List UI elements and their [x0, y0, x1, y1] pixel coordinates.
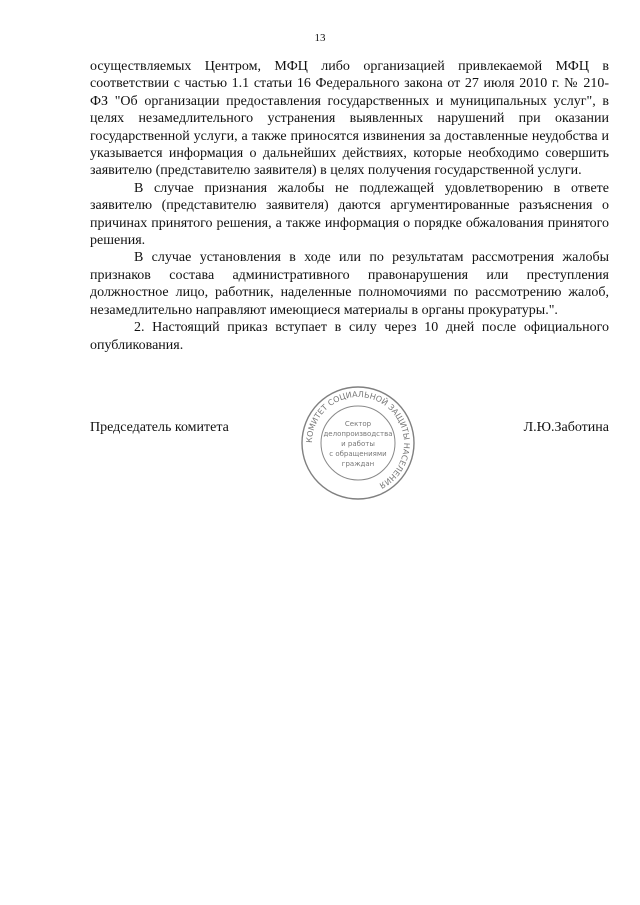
- stamp-line-3: и работы: [341, 440, 375, 448]
- paragraph-violation: В случае установления в ходе или по результатам рассмотрения жалобы признаков состава административного правонарушения или преступления должностное лицо, работник, наделенные полномочиями по рассмотрению жалоб, незамедлительно направляют имеющиеся материалы в органы прокуратуры.".: [90, 250, 609, 318]
- stamp-line-5: граждан: [341, 460, 375, 468]
- document-body: [90, 58, 609, 354]
- stamp-line-4: с обращениями: [329, 450, 387, 458]
- stamp-line-1: Сектор: [344, 420, 372, 428]
- paragraph-rejection: В случае признания жалобы не подлежащей удовлетворению в ответе заявителю (представителю заявителя) даются аргументированные разъяснения о причинах принятого решения, а также информация о порядке обжалования принятого решения.: [90, 180, 609, 249]
- stamp-line-2: делопроизводства: [323, 430, 393, 438]
- signer-name: Л.Ю.Заботина: [523, 420, 609, 435]
- stamp-outer-text: КОМИТЕТ СОЦИАЛЬНОЙ ЗАЩИТЫ НАСЕЛЕНИЯ: [304, 389, 412, 491]
- paragraph-effective-date: 2. Настоящий приказ вступает в силу через 10 дней после официального опубликования.: [90, 320, 609, 353]
- paragraph-continuation: осуществляемых Центром, МФЦ либо организацией привлекаемой МФЦ в соответствии с частью 1.1 статьи 16 Федерального закона от 27 июля 2010 г. № 210-ФЗ "Об организации предоставления государственных и муниципальных услуг", в целях незамедлительного устранения выявленных нарушений при оказании государственной услуги, а также приносятся извинения за доставленные неудобства и указывается информация о дальнейших действиях, которые необходимо совершить заявителю (представителю заявителя) в целях получения государственной услуги.: [90, 59, 609, 179]
- signer-title: Председатель комитета: [90, 420, 229, 435]
- page-number: 13: [314, 32, 326, 44]
- official-stamp: [298, 380, 418, 505]
